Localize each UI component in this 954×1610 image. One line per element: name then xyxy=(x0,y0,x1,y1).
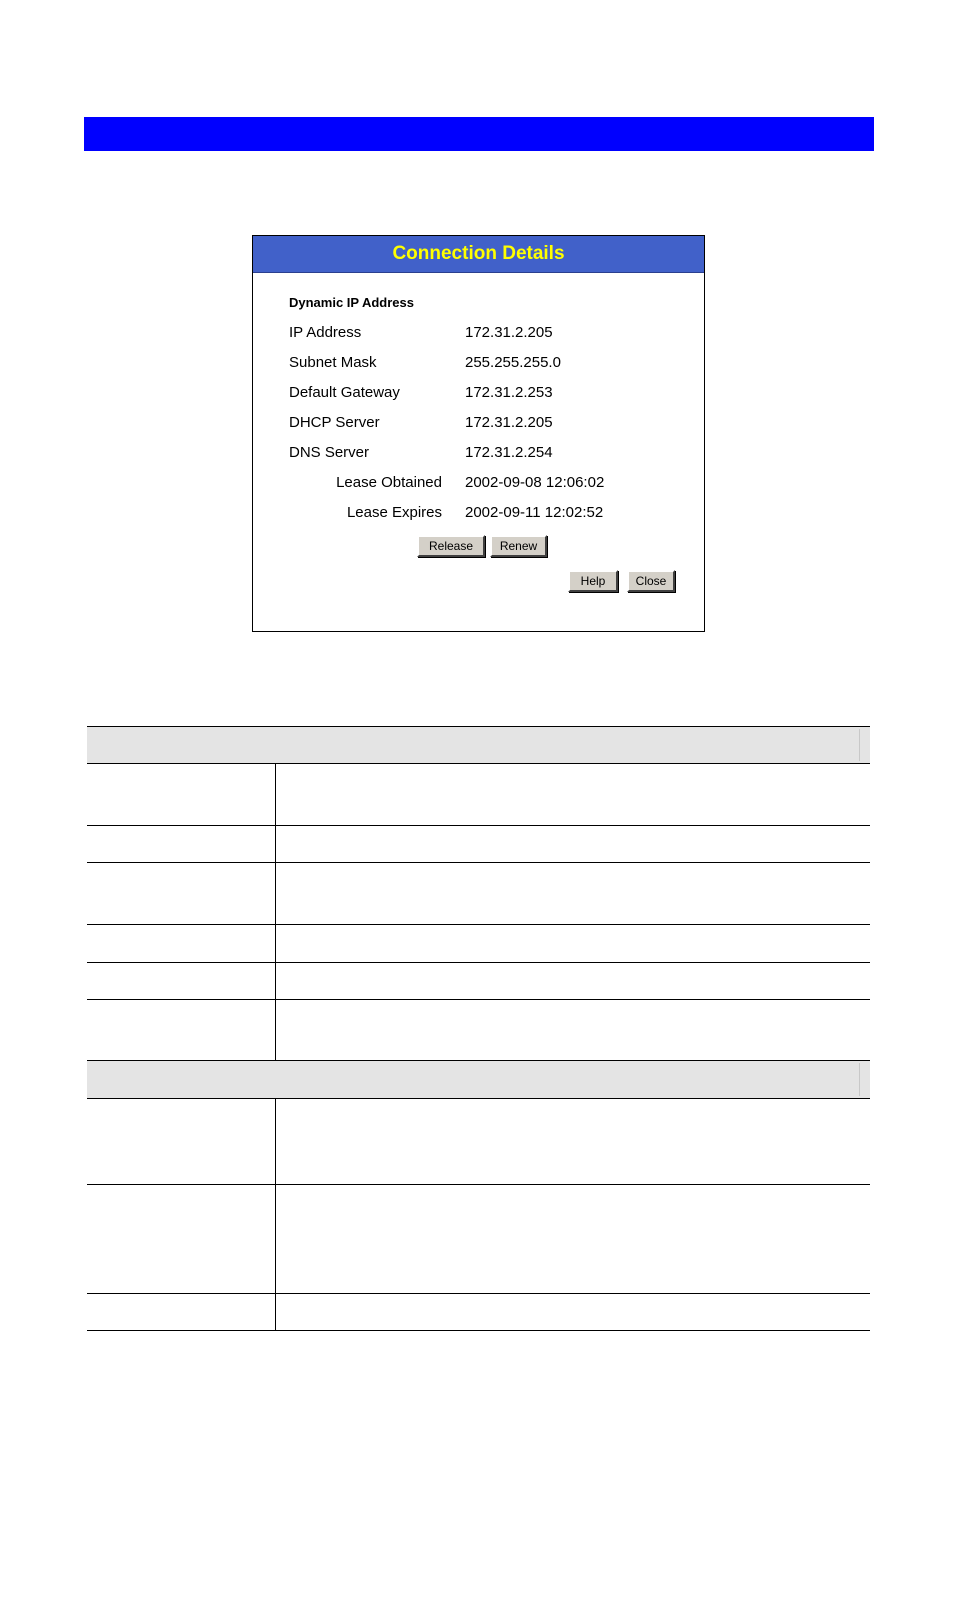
dns-server-label: DNS Server xyxy=(289,444,370,461)
close-button[interactable]: Close xyxy=(627,570,675,592)
table-header-row xyxy=(87,726,870,764)
column-divider xyxy=(275,1099,276,1184)
table-row xyxy=(87,925,870,963)
table-row xyxy=(87,1099,870,1185)
connection-details-dialog xyxy=(252,235,705,632)
column-divider xyxy=(275,1294,276,1330)
column-divider xyxy=(275,764,276,825)
table-row xyxy=(87,826,870,863)
lease-obtained-value: 2002-09-08 12:06:02 xyxy=(465,474,605,491)
ip-address-value: 172.31.2.205 xyxy=(465,324,553,341)
dialog-title: Connection Details xyxy=(253,236,704,273)
renew-button[interactable]: Renew xyxy=(490,535,547,557)
table-row xyxy=(87,1294,870,1331)
lease-expires-value: 2002-09-11 12:02:52 xyxy=(465,504,604,521)
subnet-mask-label: Subnet Mask xyxy=(289,354,377,371)
table-row xyxy=(87,764,870,826)
lease-expires-label: Lease Expires xyxy=(346,504,442,521)
lease-obtained-label: Lease Obtained xyxy=(336,474,442,491)
table-row xyxy=(87,1185,870,1294)
default-gateway-value: 172.31.2.253 xyxy=(465,384,553,401)
table-row xyxy=(87,1000,870,1061)
column-divider xyxy=(275,863,276,924)
dhcp-server-value: 172.31.2.205 xyxy=(465,414,553,431)
help-button[interactable]: Help xyxy=(568,570,618,592)
dns-server-value: 172.31.2.254 xyxy=(465,444,553,461)
column-divider xyxy=(275,925,276,962)
subnet-mask-value: 255.255.255.0 xyxy=(465,354,561,371)
ip-address-label: IP Address xyxy=(289,324,362,341)
column-divider xyxy=(275,826,276,862)
table-header-row xyxy=(87,1060,870,1099)
column-divider xyxy=(275,963,276,999)
column-divider xyxy=(275,1000,276,1060)
column-divider xyxy=(275,1185,276,1293)
default-gateway-label: Default Gateway xyxy=(289,384,400,401)
table-row xyxy=(87,863,870,925)
release-button[interactable]: Release xyxy=(417,535,485,557)
section-heading-dynamic-ip: Dynamic IP Address xyxy=(289,295,414,310)
header-bar xyxy=(84,117,874,151)
table-row xyxy=(87,963,870,1000)
dhcp-server-label: DHCP Server xyxy=(289,414,380,431)
